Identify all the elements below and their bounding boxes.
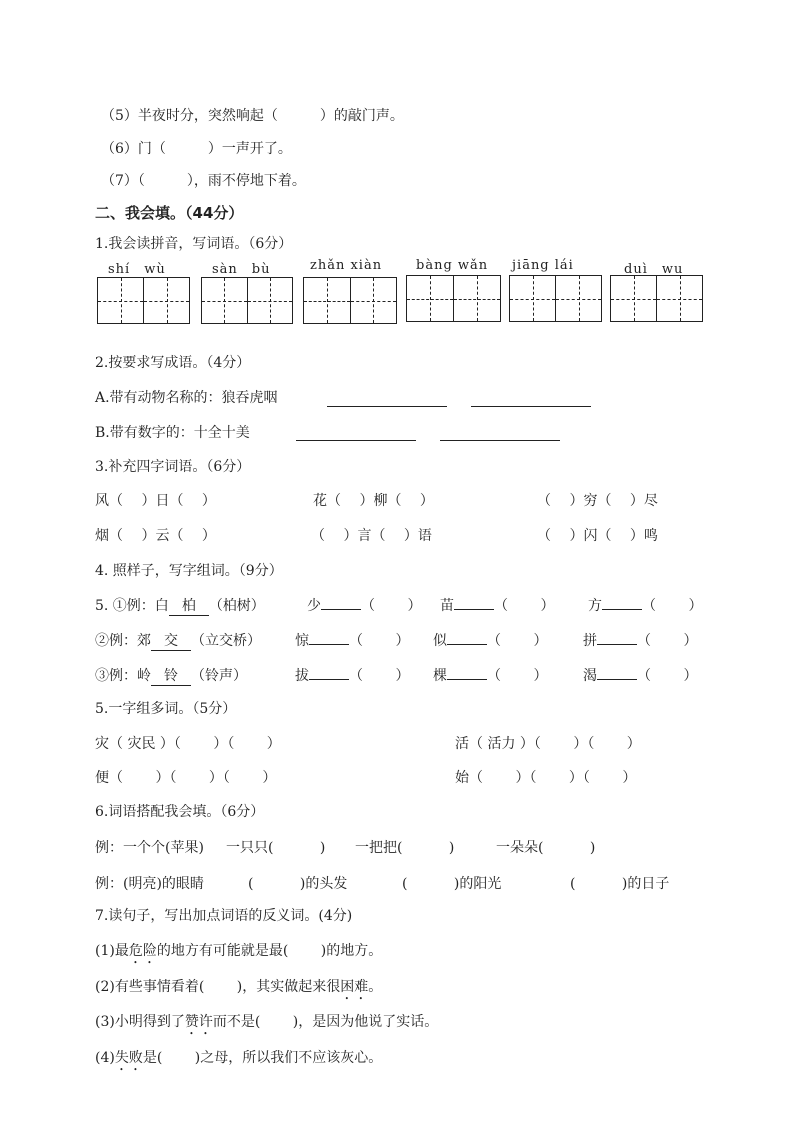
q7-sentence: (2)有些事情看着( )，其实做起来很困难。 [95, 979, 383, 995]
q1-title: 1.我会读拼音，写词语。（6分） [95, 236, 293, 252]
q7-sentence: (4)失败是( )之母，所以我们不应该灰心。 [95, 1050, 383, 1066]
q4-item: 棵 （ ） [433, 668, 548, 684]
q3-title: 3.补充四字词语。（6分） [95, 459, 251, 475]
q3-item: 花（ ）柳（ ） [313, 493, 434, 509]
q5-item: 始（ ）（ ）（ ） [455, 770, 637, 786]
q4-item: 似 （ ） [433, 633, 548, 649]
q2-a: A.带有动物名称的：狼吞虎咽 [95, 390, 278, 406]
q2-b: B.带有数字的：十全十美 [95, 425, 250, 441]
writing-grid[interactable] [610, 275, 703, 322]
pinyin: duì wu [624, 262, 684, 277]
q6-item: 例：一个个(苹果) [95, 840, 204, 856]
answer-blank[interactable] [471, 406, 591, 407]
q6-item: 一把把( ) [355, 840, 455, 856]
q3-item: （ ）穷（ ）尽 [537, 493, 658, 509]
question-6: （6）门（ ）一声开了。 [101, 141, 292, 157]
writing-grid[interactable] [406, 275, 501, 322]
q6-item: 一朵朵( ) [496, 840, 596, 856]
answer-blank[interactable] [327, 406, 447, 407]
writing-grid[interactable] [509, 275, 602, 322]
q3-item: 风（ ）日（ ） [95, 493, 216, 509]
q6-item: ( )的头发 [248, 876, 348, 892]
q3-item: 烟（ ）云（ ） [95, 528, 216, 544]
answer-blank[interactable] [296, 440, 416, 441]
q6-title: 6.词语搭配我会填。（6分） [95, 804, 265, 820]
section-title: 二、我会填。（44分） [95, 204, 244, 222]
q4-example: ②例：郊 交 （立交桥） [95, 633, 261, 649]
q6-item: 例：(明亮)的眼睛 [95, 876, 204, 892]
question-7: （7）（ ），雨不停地下着。 [101, 173, 306, 189]
q5-item: 便（ ）（ ）（ ） [95, 770, 277, 786]
pinyin: sàn bù [212, 262, 271, 277]
q4-item: 惊 （ ） [295, 633, 410, 649]
pinyin: shí wù [108, 262, 166, 277]
q3-item: （ ）闪（ ）鸣 [537, 528, 658, 544]
question-5: （5）半夜时分，突然响起（ ）的敲门声。 [101, 108, 404, 124]
q7-title: 7.读句子，写出加点词语的反义词。(4分) [95, 908, 353, 924]
q3-item: （ ）言（ ）语 [311, 528, 432, 544]
q4-example: 5. ①例：白 柏 （柏树） [95, 598, 265, 614]
q4-item: 方 （ ） [588, 598, 703, 614]
writing-grid[interactable] [97, 277, 190, 324]
q6-item: ( )的阳光 [402, 876, 502, 892]
answer-blank[interactable] [440, 440, 560, 441]
q5-item: 灾（ 灾民 ）（ ）（ ） [95, 736, 281, 752]
q4-item: 渴 （ ） [583, 668, 698, 684]
q4-item: 拼 （ ） [583, 633, 698, 649]
q4-item: 苗 （ ） [440, 598, 555, 614]
q7-sentence: (3)小明得到了赞许而不是( )，是因为他说了实话。 [95, 1014, 439, 1030]
q4-example: ③例：岭 铃 （铃声） [95, 668, 247, 684]
q6-item: ( )的日子 [570, 876, 670, 892]
q5-title: 5.一字组多词。（5分） [95, 701, 237, 717]
pinyin: zhǎn xiàn [310, 258, 383, 273]
q4-item: 少 （ ） [307, 598, 422, 614]
q5-item: 活（ 活力 ）（ ）（ ） [455, 736, 641, 752]
q7-sentence: (1)最危险的地方有可能就是最( )的地方。 [95, 943, 383, 959]
writing-grid[interactable] [201, 277, 293, 324]
pinyin: jiāng lái [512, 258, 574, 273]
q4-item: 拔 （ ） [295, 668, 410, 684]
q6-item: 一只只( ) [226, 840, 326, 856]
pinyin: bàng wǎn [416, 258, 489, 273]
q4-title: 4. 照样子，写字组词。（9分） [95, 563, 283, 579]
writing-grid[interactable] [303, 277, 397, 324]
q2-title: 2.按要求写成语。（4分） [95, 355, 251, 371]
